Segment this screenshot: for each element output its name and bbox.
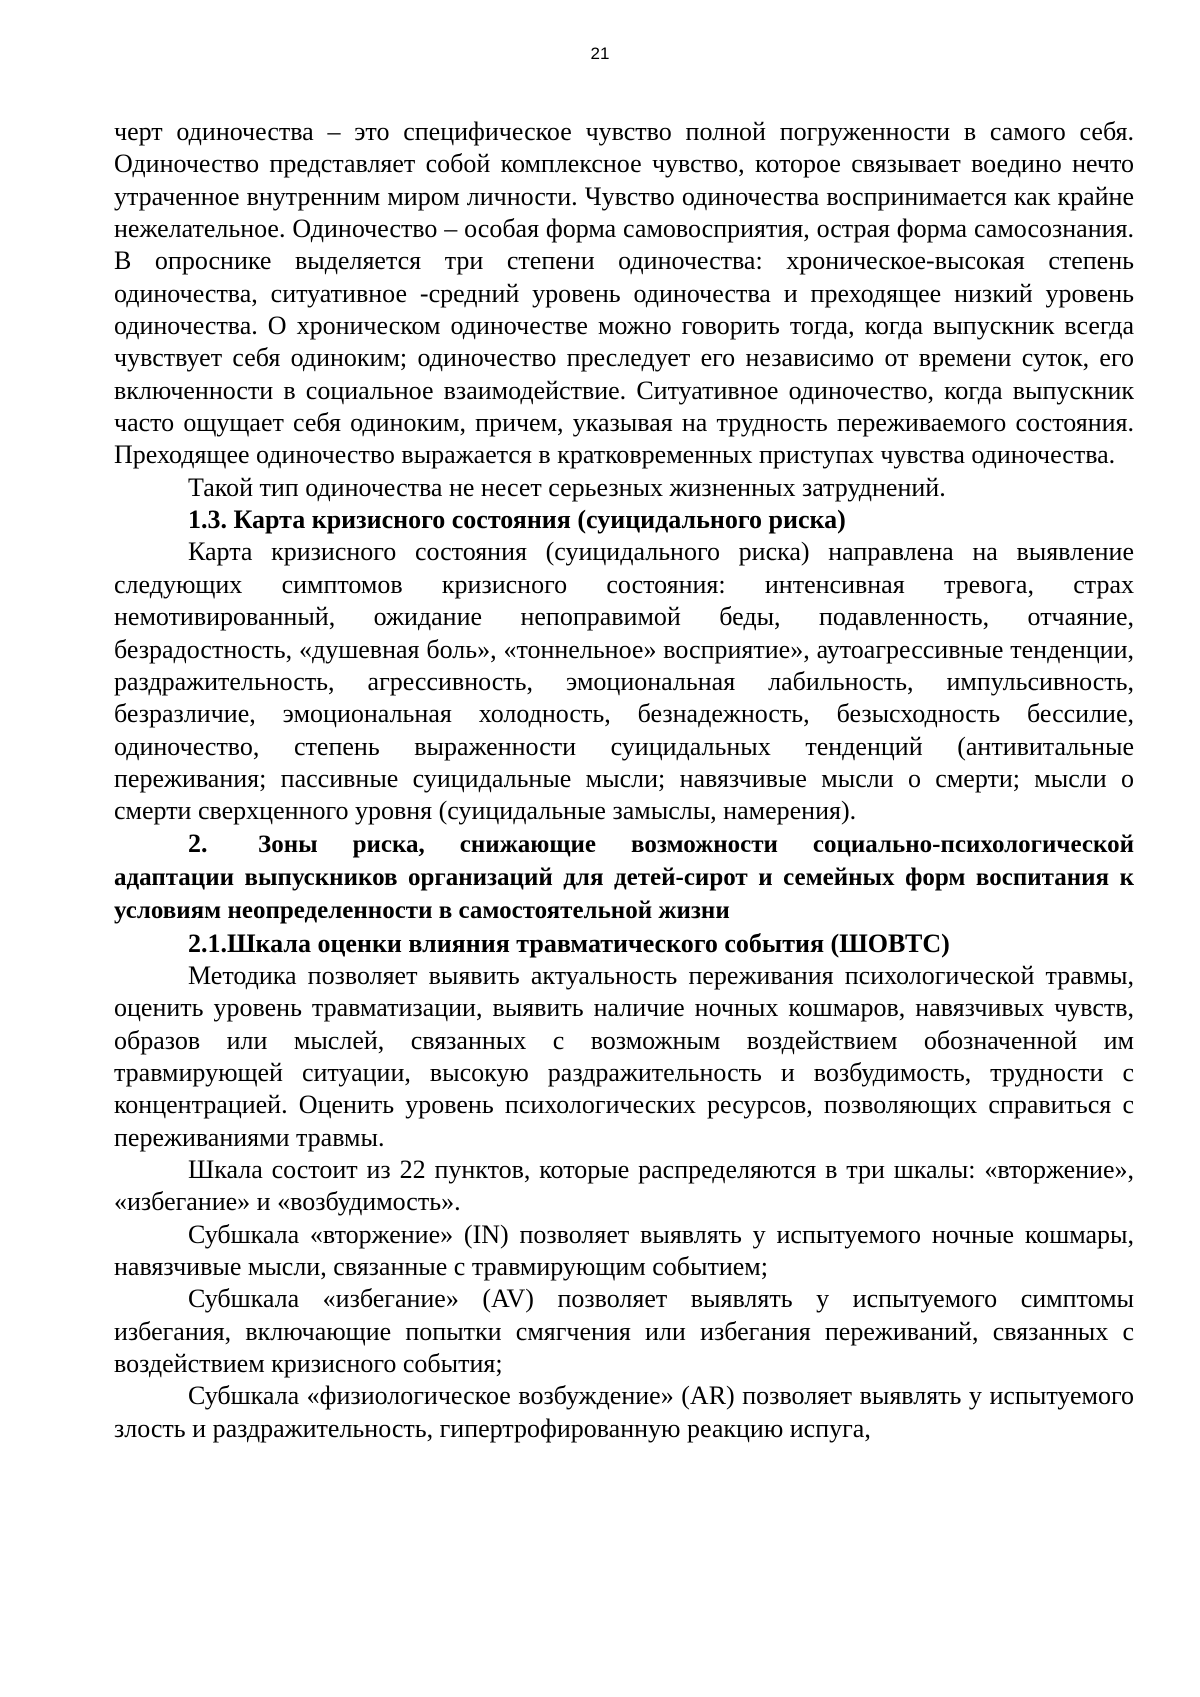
heading-2 — [114, 828, 1134, 928]
paragraph-subscale-av: Субшкала «избегание» (AV) позволяет выявлять у испытуемого симптомы избегания, включающие попытки смягчения или избегания переживаний, связанных с воздействием кризисного события; — [114, 1284, 1134, 1379]
paragraph-method: Методика позволяет выявить актуальность переживания психологической травмы, оценить уровень травматизации, выявить наличие ночных кошмаров, навязчивых чувств, образов или мыслей, связанных с возможным воздействием обозначенной им травмирующей ситуации, высокую раздражительность и возбудимость, трудности с концентрацией. Оценить уровень психологических ресурсов, позволяющих справиться с переживаниями травмы. — [114, 960, 1134, 1152]
paragraph-crisis-map: Карта кризисного состояния (суицидального риска) направлена на выявление следующих симптомов кризисного состояния: интенсивная тревога, страх немотивированный, ожидание непоправимой беды, подавленность, отчаяние, безрадостность, «душевная боль», «тоннельное» восприятие», аутоагрессивные тенденции, раздражительность, агрессивность, эмоциональная лабильность, импульсивность, безразличие, эмоциональная холодность, безнадежность, безысходность бессилие, одиночество, степень выраженности суицидальных тенденций (антивитальные переживания; пассивные суицидальные мысли; навязчивые мысли о смерти; мысли о смерти сверхценного уровня (суицидальные замыслы, намерения). — [114, 537, 1134, 826]
heading-2-1: 2.1.Шкала оценки влияния травматического события (ШОВТС) — [188, 928, 950, 958]
heading-2-number: 2. — [188, 828, 208, 858]
paragraph-subscale-in: Субшкала «вторжение» (IN) позволяет выявлять у испытуемого ночные кошмары, навязчивые мысли, связанные с травмирующим событием; — [114, 1219, 1134, 1282]
paragraph-loneliness: черт одиночества – это специфическое чувство полной погруженности в самого себя. Одиночество представляет собой комплексное чувство, которое связывает воедино нечто утраченное внутренним миром личности. Чувство одиночества воспринимается как крайне нежелательное. Одиночество – особая форма самовосприятия, острая форма самосознания. В опроснике выделяется три степени одиночества: хроническое-высокая степень одиночества, ситуативное -средний уровень одиночества и преходящее низкий уровень одиночества. О хроническом одиночестве можно говорить тогда, когда выпускник всегда чувствует себя одиноким; одиночество преследует его независимо от времени суток, его включенности в социальное взаимодействие. Ситуативное одиночество, когда выпускник часто ощущает себя одиноким, причем, указывая на трудность переживаемого состояния. Преходящее одиночество выражается в кратковременных приступах чувства одиночества. — [114, 117, 1134, 470]
heading-1-3: 1.3. Карта кризисного состояния (суицидального риска) — [188, 505, 846, 535]
paragraph-loneliness-type: Такой тип одиночества не несет серьезных жизненных затруднений. — [188, 472, 946, 502]
page-content — [114, 116, 1134, 1445]
page-number: 21 — [590, 44, 610, 63]
paragraph-subscale-ar: Субшкала «физиологическое возбуждение» (AR) позволяет выявлять у испытуемого злость и раздражительность, гипертрофированную реакцию испуга, — [114, 1381, 1134, 1443]
heading-2-text: Зоны риска, снижающие возможности социально-психологической адаптации выпускников организаций для детей-сирот и семейных форм воспитания к условиям неопределенности в самостоятельной жизни — [114, 830, 1134, 925]
paragraph-scale: Шкала состоит из 22 пунктов, которые распределяются в три шкалы: «вторжение», «избегание» и «возбудимость». — [114, 1155, 1134, 1217]
